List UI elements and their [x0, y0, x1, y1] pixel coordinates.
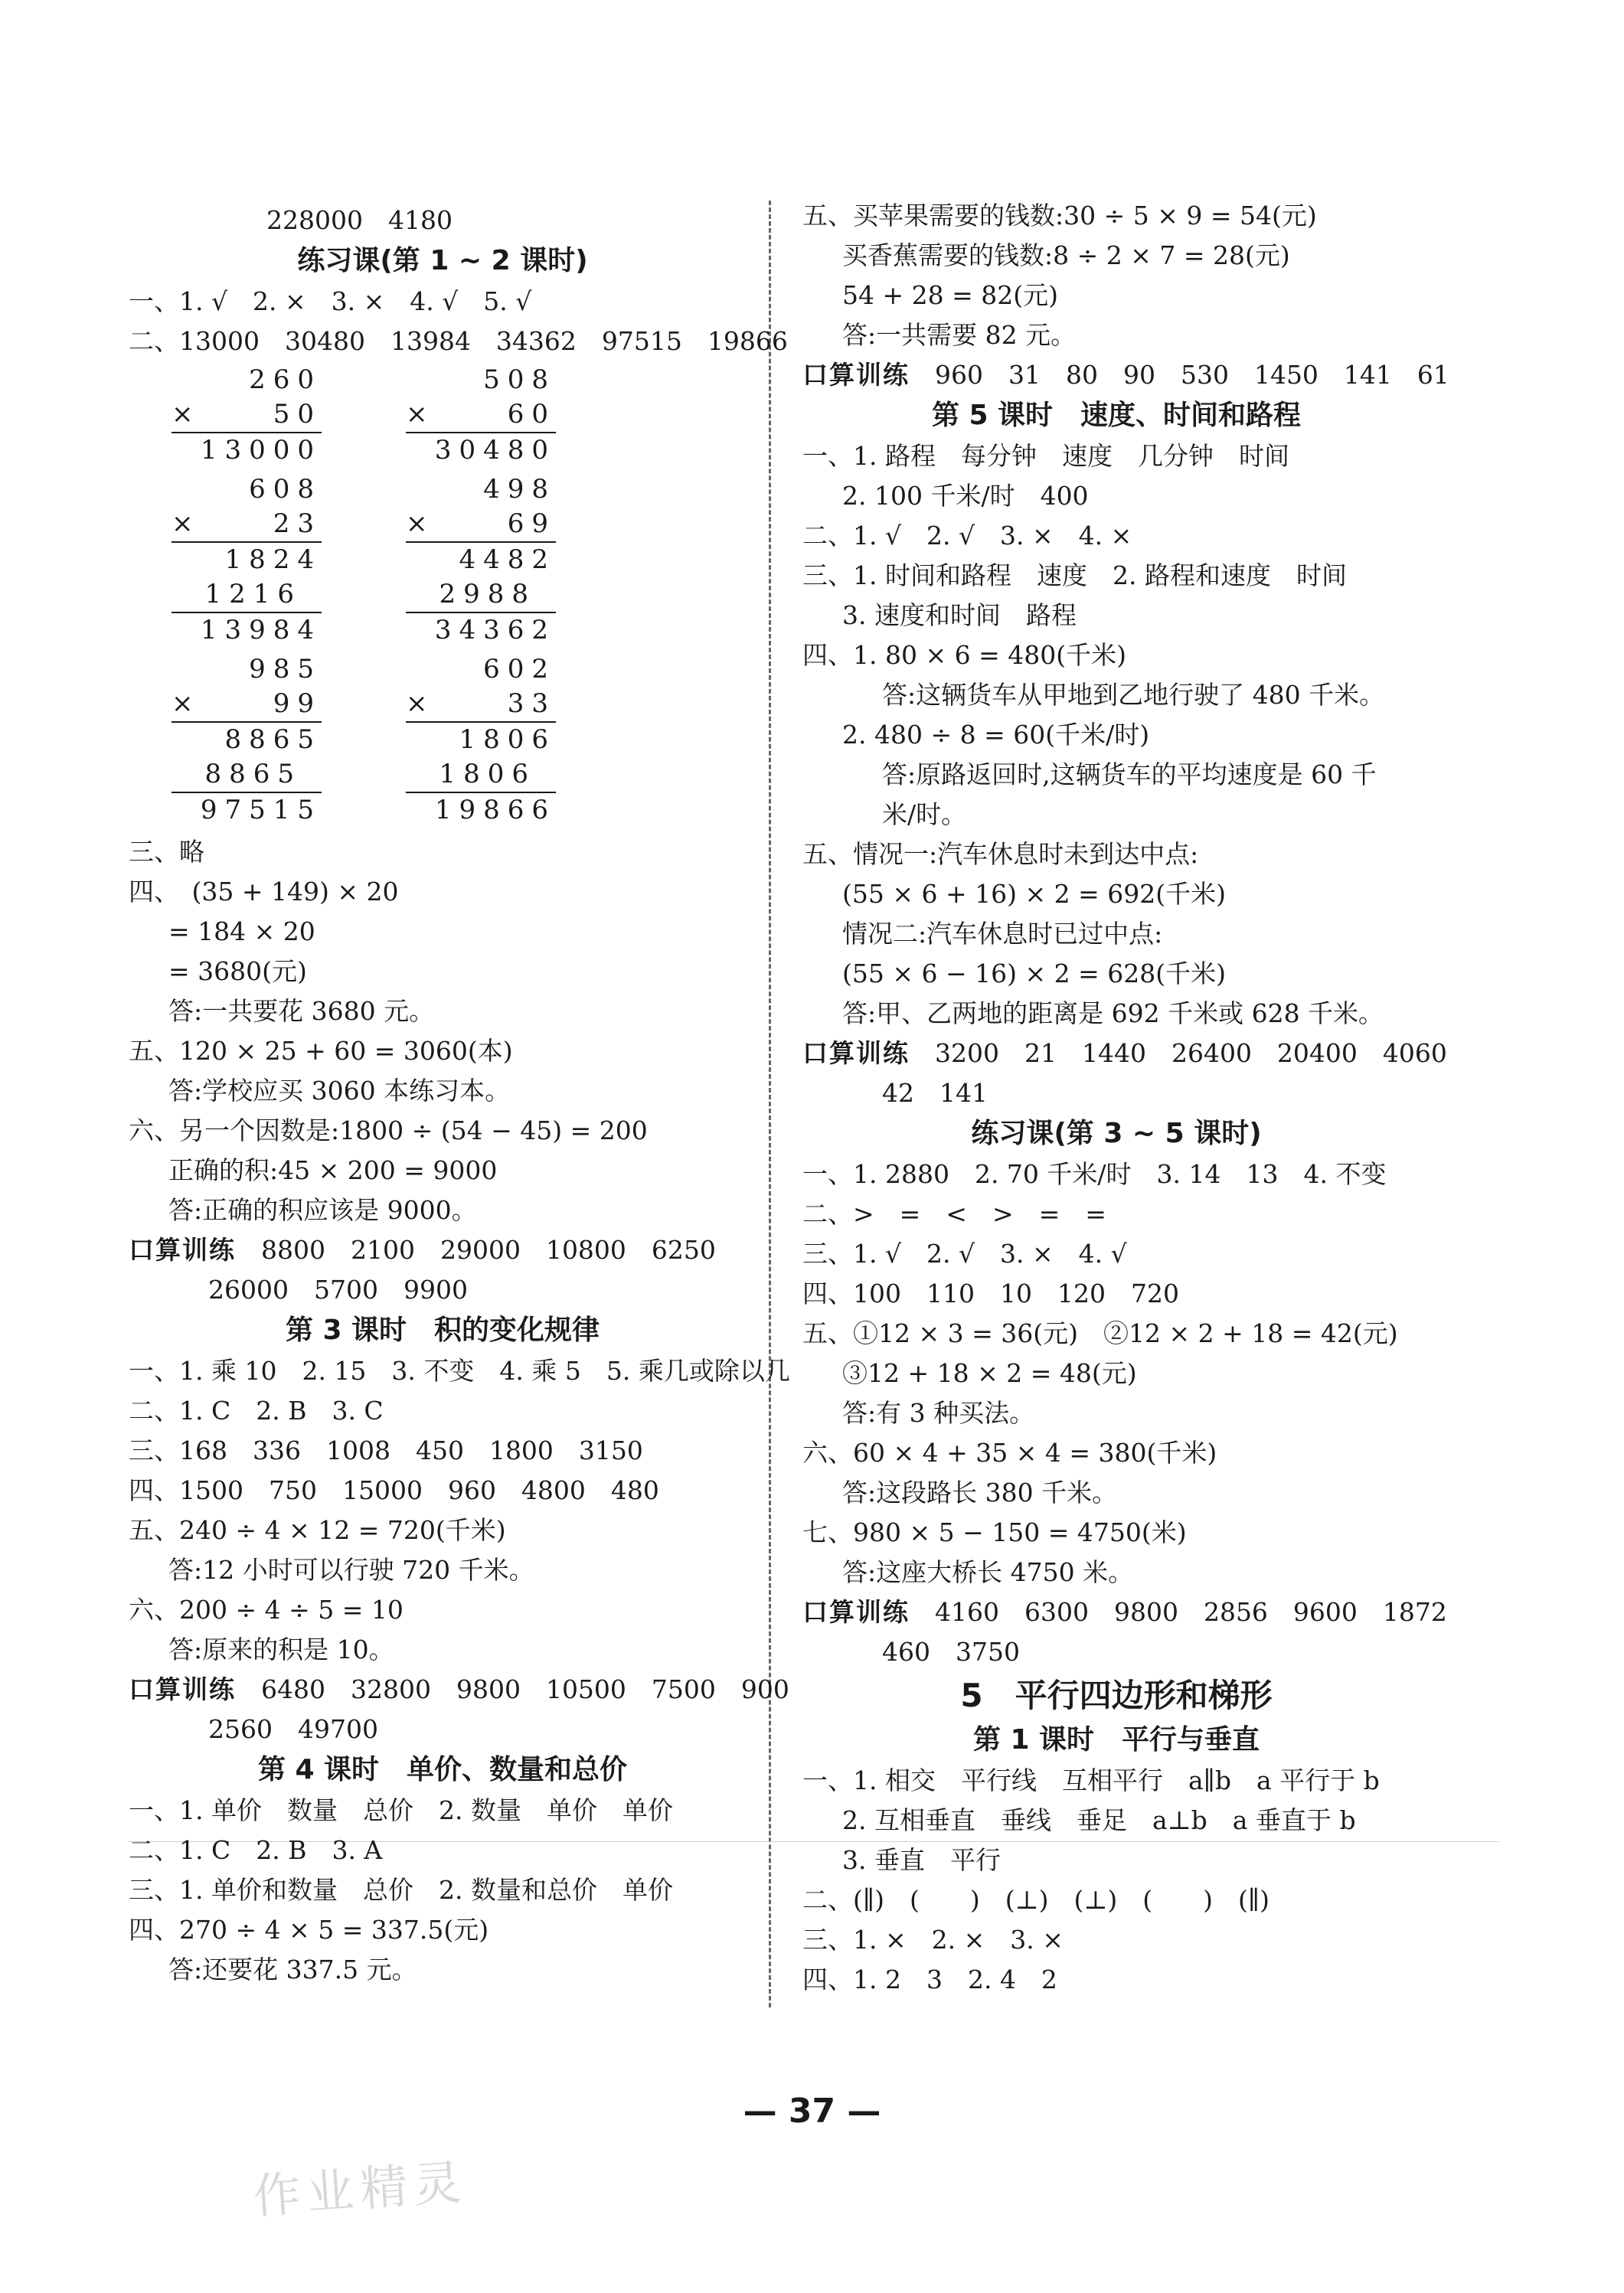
- answer-line: 一、1. 2880 2. 70 千米/时 3. 14 13 4. 不变: [802, 1159, 1387, 1189]
- answer-line: 一、1. 路程 每分钟 速度 几分钟 时间: [802, 441, 1289, 471]
- answer-line: 答:12 小时可以行驶 720 千米。: [168, 1555, 534, 1585]
- answer-line: 3. 速度和时间 路程: [842, 600, 1077, 630]
- answer-line: 五、买苹果需要的钱数:30 ÷ 5 × 9 = 54(元): [802, 201, 1317, 230]
- mental-math-label: 口算训练: [129, 1235, 236, 1265]
- answer-line: 2560 49700: [208, 1714, 378, 1744]
- section-heading: 第 4 课时 单价、数量和总价: [257, 1754, 628, 1785]
- answer-line: = 184 × 20: [168, 916, 315, 946]
- answer-line: 答:这座大桥长 4750 米。: [842, 1557, 1134, 1587]
- answer-line: 答:这辆货车从甲地到乙地行驶了 480 千米。: [882, 680, 1385, 710]
- answer-line: 答:甲、乙两地的距离是 692 千米或 628 千米。: [842, 998, 1384, 1028]
- answer-line: 答:有 3 种买法。: [842, 1398, 1035, 1428]
- mental-math-line: 口算训练 3200 21 1440 26400 20400 4060: [802, 1038, 1447, 1068]
- answer-line: 三、1. × 2. × 3. ×: [802, 1925, 1064, 1955]
- answer-line: 答:学校应买 3060 本练习本。: [168, 1076, 511, 1106]
- mental-math-line: 口算训练 4160 6300 9800 2856 9600 1872: [802, 1597, 1447, 1627]
- vertical-calculations: [129, 652, 756, 828]
- mental-math-label: 口算训练: [802, 1038, 910, 1068]
- answer-line: 情况二:汽车休息时已过中点:: [842, 919, 1163, 949]
- column-divider: [769, 201, 771, 2007]
- answer-line: 460 3750: [882, 1637, 1020, 1667]
- answer-line: 二、> = < > = =: [802, 1199, 1106, 1229]
- answer-line: 三、168 336 1008 450 1800 3150: [129, 1436, 643, 1465]
- answer-line: 一、1. 相交 平行线 互相平行 a∥b a 平行于 b: [802, 1765, 1380, 1795]
- answer-line: 米/时。: [882, 799, 967, 829]
- left-column: [129, 201, 790, 1990]
- answer-line: ③12 + 18 × 2 = 48(元): [842, 1358, 1137, 1388]
- section-heading: 练习课(第 3 ~ 5 课时): [971, 1118, 1262, 1149]
- answer-line: 三、1. 时间和路程 速度 2. 路程和速度 时间: [802, 560, 1347, 590]
- answer-line: 2. 480 ÷ 8 = 60(千米/时): [842, 720, 1150, 750]
- answer-line: 答:还要花 337.5 元。: [168, 1955, 417, 1984]
- answer-line: 五、①12 × 3 = 36(元) ②12 × 2 + 18 = 42(元): [802, 1318, 1398, 1348]
- answer-line: 六、另一个因数是:1800 ÷ (54 − 45) = 200: [129, 1115, 648, 1145]
- answer-line: 一、1. 单价 数量 总价 2. 数量 单价 单价: [129, 1795, 673, 1825]
- answer-line: 正确的积:45 × 200 = 9000: [168, 1155, 498, 1185]
- answer-line: = 3680(元): [168, 956, 307, 986]
- answer-line: 四、1. 80 × 6 = 480(千米): [802, 640, 1126, 670]
- answer-line: 五、240 ÷ 4 × 12 = 720(千米): [129, 1515, 506, 1545]
- mental-math-line: 口算训练 8800 2100 29000 10800 6250: [129, 1235, 716, 1265]
- section-heading: 第 3 课时 积的变化规律: [285, 1315, 600, 1346]
- answer-line: 四、270 ÷ 4 × 5 = 337.5(元): [129, 1915, 489, 1945]
- answer-line: 买香蕉需要的钱数:8 ÷ 2 × 7 = 28(元): [842, 240, 1290, 270]
- section-heading: 第 5 课时 速度、时间和路程: [931, 400, 1302, 431]
- answer-line: 六、60 × 4 + 35 × 4 = 380(千米): [802, 1438, 1217, 1468]
- answer-line: 六、200 ÷ 4 ÷ 5 = 10: [129, 1595, 404, 1625]
- vertical-calculation: 498 × 69 4482 2988 34362: [406, 474, 556, 645]
- answer-line: 一、1. 乘 10 2. 15 3. 不变 4. 乘 5 5. 乘几或除以几: [129, 1356, 790, 1386]
- answer-line: (55 × 6 + 16) × 2 = 692(千米): [842, 879, 1226, 909]
- answer-line: 三、略: [129, 837, 204, 867]
- answer-line: 228000 4180: [266, 205, 453, 235]
- page-number: — 37 —: [743, 2092, 881, 2131]
- answer-line: 答:一共要花 3680 元。: [168, 996, 435, 1026]
- answer-line: (55 × 6 − 16) × 2 = 628(千米): [842, 959, 1226, 988]
- answer-line: 五、情况一:汽车休息时未到达中点:: [802, 839, 1199, 869]
- vertical-calculations: [129, 363, 756, 468]
- mental-math-label: 口算训练: [802, 1597, 910, 1627]
- answer-line: 54 + 28 = 82(元): [842, 280, 1058, 310]
- unit-heading: 5 平行四边形和梯形: [960, 1677, 1273, 1714]
- answer-line: 二、1. C 2. B 3. A: [129, 1835, 383, 1865]
- answer-line: 26000 5700 9900: [208, 1275, 468, 1305]
- vertical-calculations: [129, 472, 756, 648]
- answer-line: 四、1. 2 3 2. 4 2: [802, 1965, 1057, 1994]
- answer-line: 五、120 × 25 + 60 = 3060(本): [129, 1036, 513, 1066]
- mental-math-line: 口算训练 6480 32800 9800 10500 7500 900: [129, 1674, 789, 1704]
- answer-line: 答:原路返回时,这辆货车的平均速度是 60 千: [882, 759, 1377, 789]
- watermark: 作业精灵: [251, 2154, 469, 2225]
- section-heading: 练习课(第 1 ~ 2 课时): [297, 245, 588, 276]
- answer-line: 三、1. √ 2. √ 3. × 4. √: [802, 1239, 1127, 1269]
- vertical-calculation: 602 × 33 1806 1806 19866: [406, 654, 556, 825]
- answer-line: 三、1. 单价和数量 总价 2. 数量和总价 单价: [129, 1875, 673, 1905]
- vertical-calculation: 508 × 60 30480: [406, 364, 556, 465]
- answer-line: 答:原来的积是 10。: [168, 1635, 394, 1664]
- right-column: [802, 196, 1449, 2000]
- mental-math-label: 口算训练: [129, 1674, 236, 1704]
- vertical-calculation: 260 × 50 13000: [172, 364, 322, 465]
- answer-line: 二、1. √ 2. √ 3. × 4. ×: [802, 521, 1132, 550]
- answer-line: 答:一共需要 82 元。: [842, 320, 1077, 350]
- answer-line: 二、13000 30480 13984 34362 97515 19866: [129, 326, 788, 356]
- mental-math-label: 口算训练: [802, 360, 910, 390]
- answer-line: 四、1500 750 15000 960 4800 480: [129, 1475, 659, 1505]
- answer-line: 二、(∥) ( ) (⊥) (⊥) ( ) (∥): [802, 1885, 1270, 1915]
- answer-line: 四、 (35 + 149) × 20: [129, 877, 399, 906]
- answer-line: 2. 100 千米/时 400: [842, 481, 1089, 511]
- answer-line: 二、1. C 2. B 3. C: [129, 1396, 384, 1426]
- answer-line: 一、1. √ 2. × 3. × 4. √ 5. √: [129, 286, 532, 316]
- vertical-calculation: 985 × 99 8865 8865 97515: [172, 654, 322, 825]
- answer-line: 七、980 × 5 − 150 = 4750(米): [802, 1517, 1187, 1547]
- answer-line: 3. 垂直 平行: [842, 1845, 1001, 1875]
- vertical-calculation: 608 × 23 1824 1216 13984: [172, 474, 322, 645]
- answer-line: 答:这段路长 380 千米。: [842, 1478, 1118, 1507]
- answer-line: 2. 互相垂直 垂线 垂足 a⊥b a 垂直于 b: [842, 1805, 1356, 1835]
- mental-math-line: 口算训练 960 31 80 90 530 1450 141 61: [802, 360, 1449, 390]
- answer-line: 42 141: [882, 1078, 988, 1108]
- section-heading: 第 1 课时 平行与垂直: [972, 1724, 1260, 1756]
- answer-line: 答:正确的积应该是 9000。: [168, 1195, 477, 1225]
- answer-line: 四、100 110 10 120 720: [802, 1279, 1179, 1308]
